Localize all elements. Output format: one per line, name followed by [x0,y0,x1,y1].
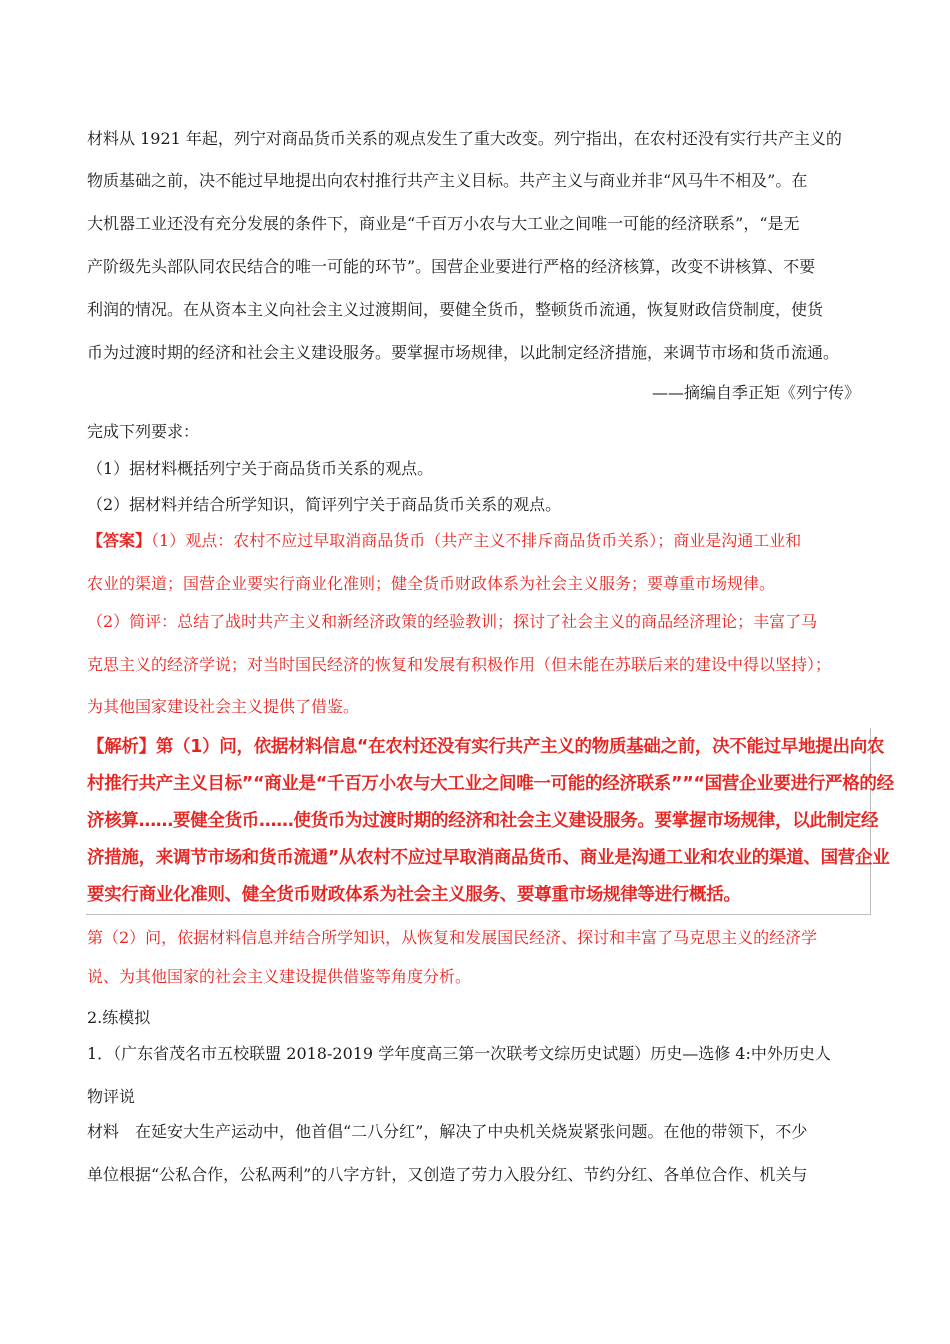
analysis-line: 要实行商业化准则、健全货币财政体系为社会主义服务、要尊重市场规律等进行概括。 [87,885,741,905]
material-line: 材料从 1921 年起，列宁对商品货币关系的观点发生了重大改变。列宁指出，在农村还没有实行共产主义的 [87,129,842,148]
analysis-line: 济核算……要健全货币……使货币为过渡时期的经济和社会主义建设服务。要掌握市场规律，以此制定经 [87,811,879,831]
analysis-line [87,736,885,758]
answer-line [87,531,867,551]
answer-line: （2）简评：总结了战时共产主义和新经济政策的经验教训；探讨了社会主义的商品经济理论；丰富了马 [87,612,818,631]
requirements-heading: 完成下列要求： [87,422,200,441]
section-heading: 2.练模拟 [87,1008,151,1027]
material-line: 物质基础之前，决不能过早地提出向农村推行共产主义目标。共产主义与商业并非“风马牛不相及”。在 [87,171,808,190]
material-source: ——摘编自季正矩《列宁传》 [651,383,860,402]
analysis-line: 济措施，来调节市场和货币流通”从农村不应过早取消商品货币、商业是沟通工业和农业的渠道、国营企业 [87,848,890,868]
analysis-q2-line: 说、为其他国家的社会主义建设提供借鉴等角度分析。 [87,967,472,986]
answer-line: 为其他国家建设社会主义提供了借鉴。 [87,697,360,716]
question-title: 物评说 [87,1087,136,1106]
question-title: 1．（广东省茂名市五校联盟 2018-2019 学年度高三第一次联考文综历史试题）历史—选修 4:中外历史人 [87,1044,831,1063]
material-line: 单位根据“公私合作，公私两利”的八字方针，又创造了劳力入股分红、节约分红、各单位合作、机关与 [87,1165,808,1184]
material-line: 产阶级先头部队同农民结合的唯一可能的环节”。国营企业要进行严格的经济核算，改变不讲核算、不要 [87,257,816,276]
answer-tag: 【答案】 [87,531,152,550]
answer-line: 农业的渠道；国营企业要实行商业化准则；健全货币财政体系为社会主义服务；要尊重市场规律。 [87,574,776,593]
answer-line: 克思主义的经济学说；对当时国民经济的恢复和发展有积极作用（但未能在苏联后来的建设中得以坚持）； [87,655,832,674]
material-line: 利润的情况。在从资本主义向社会主义过渡期间，要健全货币，整顿货币流通，恢复财政信贷制度，使货 [87,300,824,319]
material-line: 大机器工业还没有充分发展的条件下，商业是“千百万小农与大工业之间唯一可能的经济联系”，“是无 [87,214,800,233]
analysis-q2-line: 第（2）问，依据材料信息并结合所学知识，从恢复和发展国民经济、探讨和丰富了马克思主义的经济学 [87,928,818,947]
material-line: 币为过渡时期的经济和社会主义建设服务。要掌握市场规律，以此制定经济措施，来调节市场和货币流通。 [87,343,840,362]
analysis-line: 村推行共产主义目标”“商业是“千百万小农与大工业之间唯一可能的经济联系””“国营企业要进行严格的经 [87,774,894,794]
material-line: 材料 在延安大生产运动中，他首倡“二八分红”，解决了中央机关烧炭紧张问题。在他的带领下，不少 [87,1122,808,1141]
analysis-tag: 【解析】 [87,737,156,757]
question-2: （2）据材料并结合所学知识，简评列宁关于商品货币关系的观点。 [87,495,562,514]
analysis-box [86,728,894,915]
question-1: （1）据材料概括列宁关于商品货币关系的观点。 [87,459,434,478]
answer-text: （1）观点：农村不应过早取消商品货币（共产主义不排斥商品货币关系）；商业是沟通工业和 [151,531,802,550]
analysis-text: 第（1）问，依据材料信息“在农村还没有实行共产主义的物质基础之前，决不能过早地提出向农 [155,737,885,757]
